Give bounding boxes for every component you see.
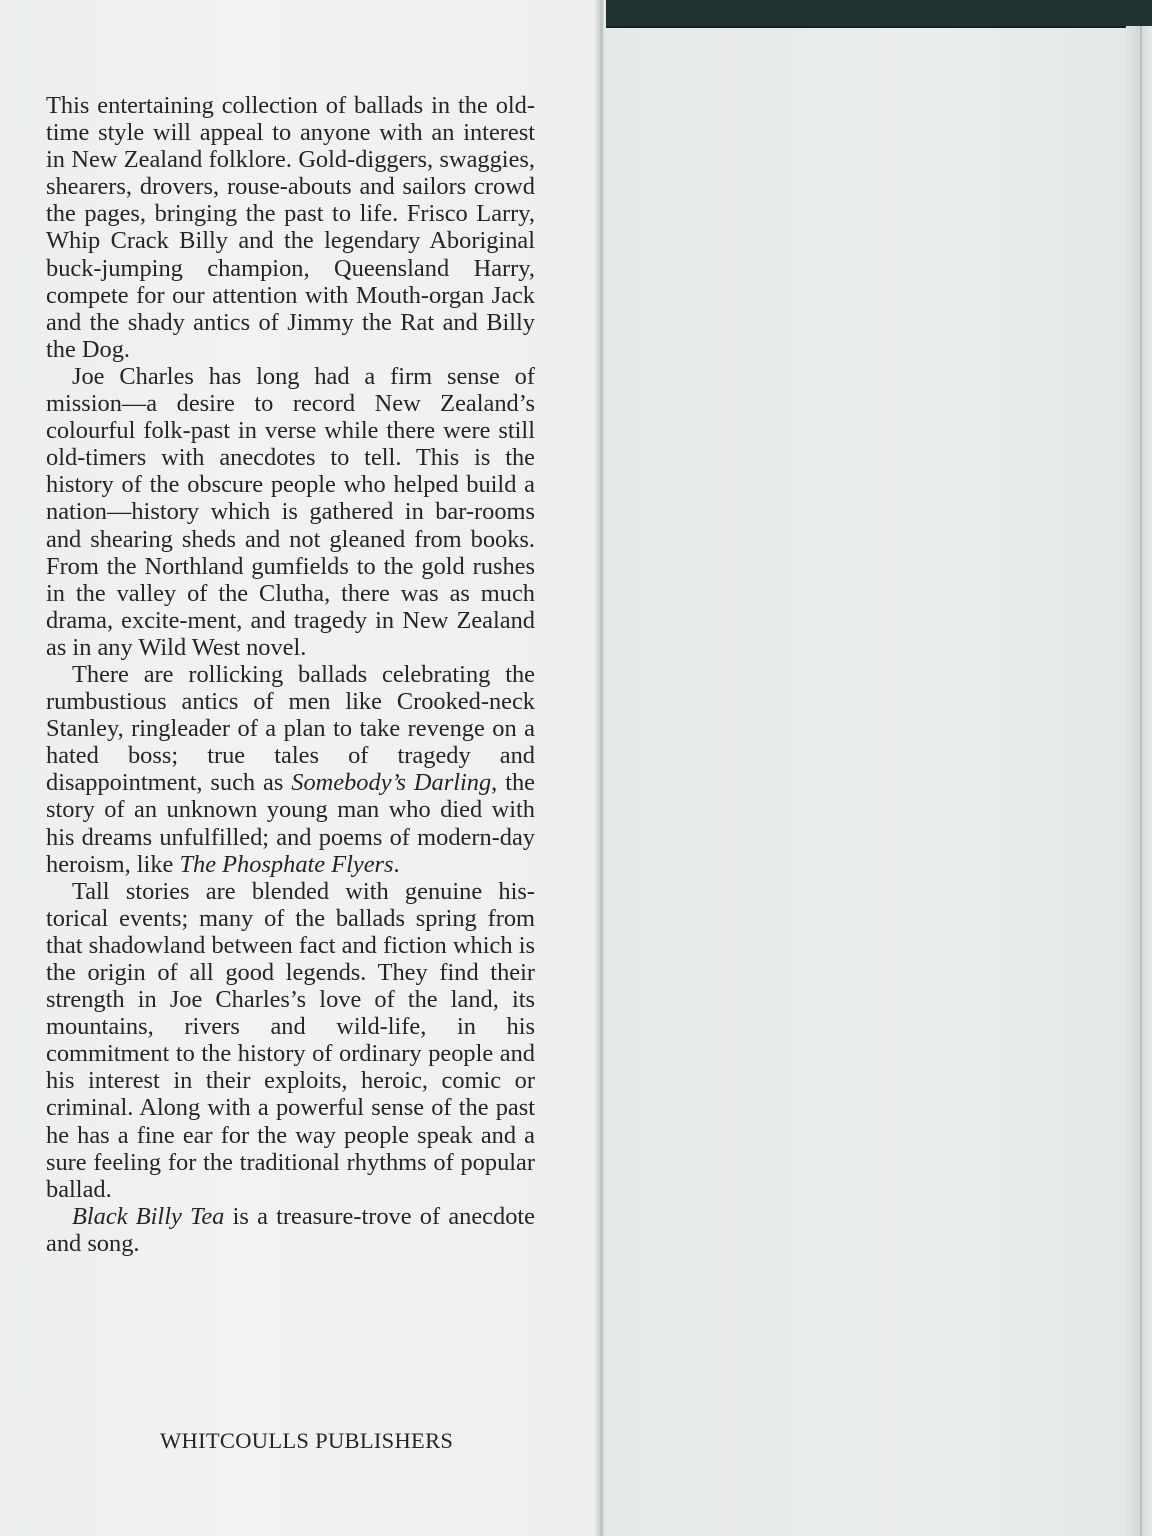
title-phosphate-flyers: The Phosphate Flyers <box>179 850 394 878</box>
flap-blurb <box>46 92 535 1257</box>
blurb-paragraph-1: This entertaining collection of ballads in the old-time style will appeal to anyone with an interest in New Zealand folklore. Gold-diggers, swaggies, shearers, drovers, rouse-abouts and sailors crowd the pages, bringing the past to life. Frisco Larry, Whip Crack Billy and the legendary Aboriginal buck-jumping champion, Queensland Harry, compete for our attention with Mouth-organ Jack and the shady antics of Jimmy the Rat and Billy the Dog. <box>46 92 535 363</box>
blurb-p3-text-c: . <box>393 850 400 878</box>
blurb-paragraph-5 <box>46 1203 535 1257</box>
publisher-name: WHITCOULLS PUBLISHERS <box>160 1428 454 1453</box>
blurb-paragraph-4: Tall stories are blended with genuine his-torical events; many of the ballads spring from that shadowland between fact and fiction which is the origin of all good legends. They find their strength in Joe Charles’s love of the land, its mountains, rivers and wild-life, in his commitment to the history of ordinary people and his interest in their exploits, heroic, comic or criminal. Along with a powerful sense of the past he has a fine ear for the way people speak and a sure feeling for the traditional rhythms of popular ballad. <box>46 877 535 1203</box>
blurb-paragraph-3 <box>46 661 535 878</box>
blurb-paragraph-2: Joe Charles has long had a firm sense of mission—a desire to record New Zealand’s colourful folk-past in verse while there were still old-timers with anecdotes to tell. This is the history of the obscure people who helped build a nation—history which is gathered in bar-rooms and shearing sheds and not gleaned from books. From the Northland gumfields to the gold rushes in the valley of the Clutha, there was as much drama, excite-ment, and tragedy in New Zealand as in any Wild West novel. <box>46 362 535 661</box>
title-black-billy-tea: Black Billy Tea <box>72 1202 225 1230</box>
blurb-p3-text-b: , the story of an unknown young man who died with his dreams unfulfilled; and poems of modern-day heroism, like <box>46 769 535 878</box>
cloth-board-edge <box>606 0 1152 28</box>
cover-edge-line <box>1140 26 1142 1536</box>
inside-cover-board <box>604 0 1152 1536</box>
cover-right-edge <box>1126 26 1152 1536</box>
blurb-p3-text-a: There are rollicking ballads celebrating the rumbustious antics of men like Crooked-neck Stanley, ringleader of a plan to take revenge on a hated boss; true tales of tragedy and disappointment, such as <box>46 660 535 797</box>
title-somebodys-darling: Somebody’s Darling <box>291 769 492 797</box>
blurb-p5-text: is a treasure-trove of anecdote and song. <box>46 1202 535 1257</box>
